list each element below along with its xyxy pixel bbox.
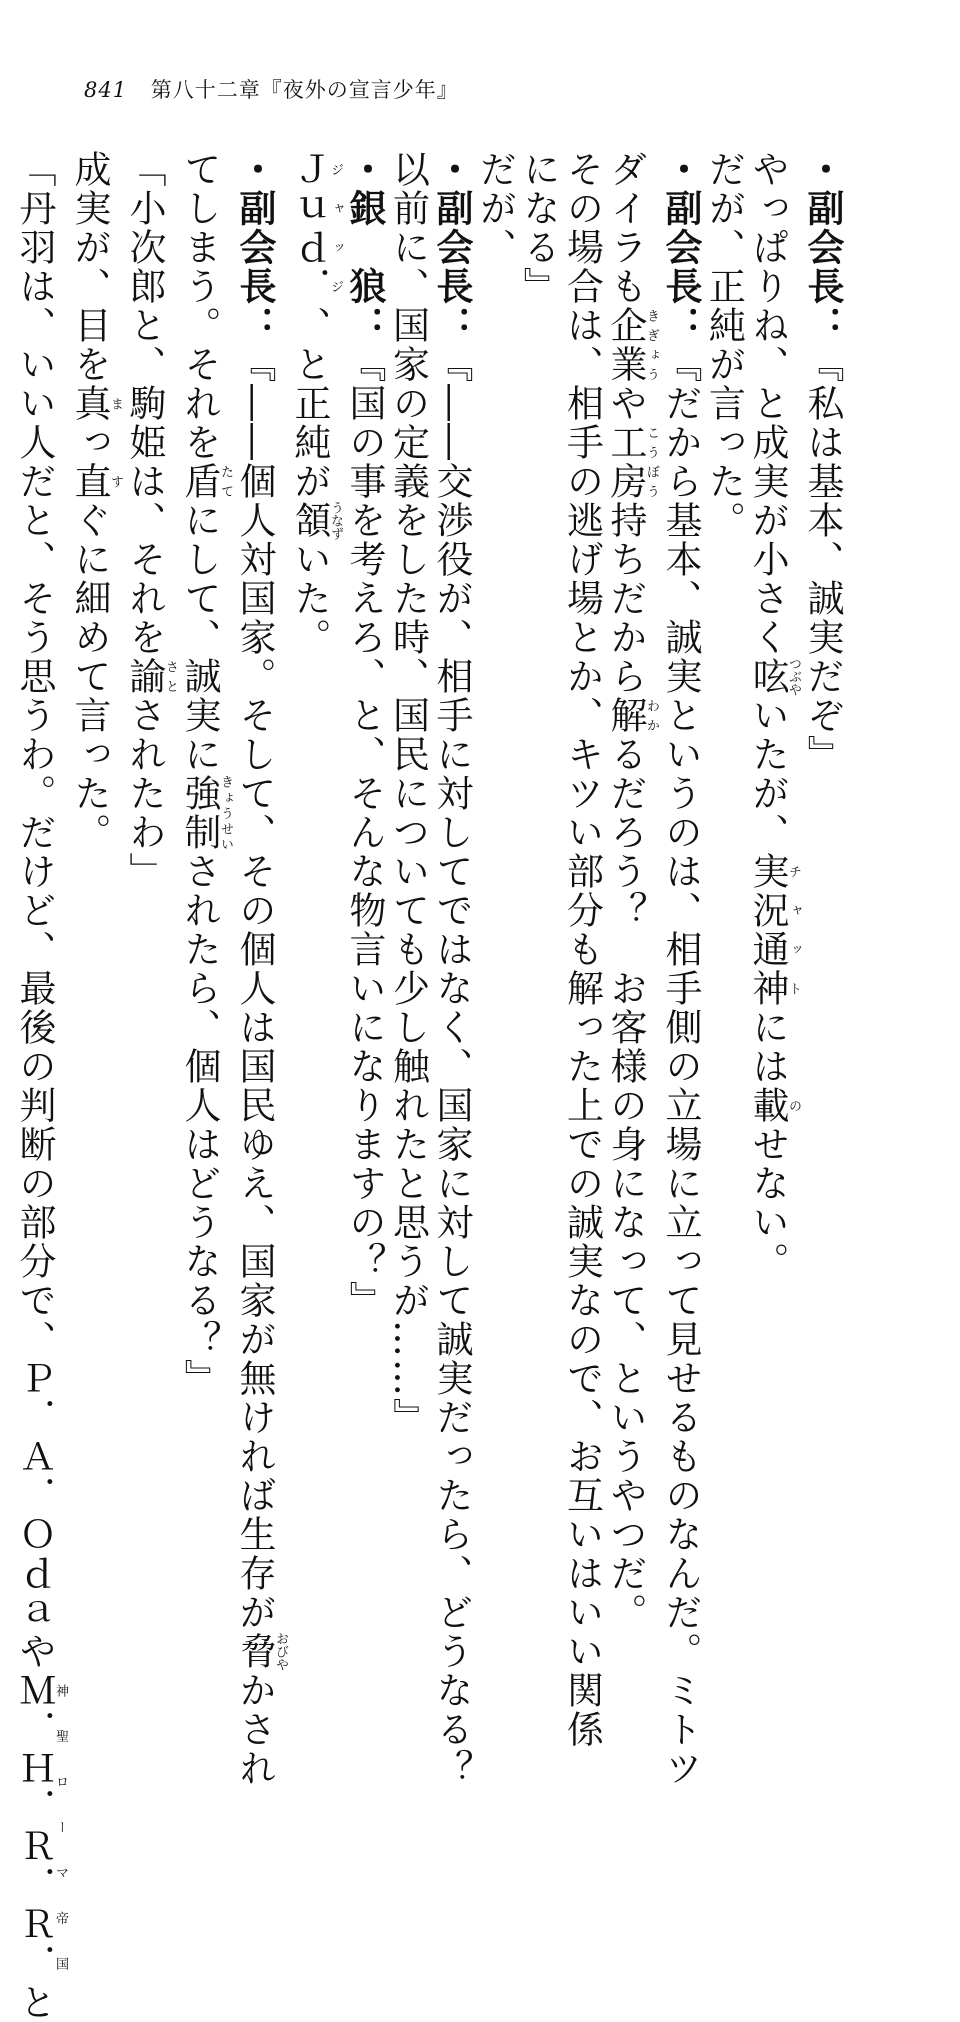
- ruby-word: [746, 1086, 801, 1125]
- ruby-word: [288, 150, 343, 306]
- ruby-base: 諭: [123, 657, 166, 696]
- ruby-word: [288, 501, 343, 540]
- speaker-label: ・副会長：: [233, 150, 276, 345]
- text-run: せない。: [746, 1125, 789, 1281]
- text-run: ダイラも: [604, 150, 647, 306]
- speaker-label: ・副会長：: [659, 150, 702, 345]
- text-line: [68, 150, 123, 1310]
- text-line: [233, 150, 288, 1788]
- text-run: やっぱりね、と成実が小さく: [746, 150, 789, 657]
- text-line: [604, 150, 659, 1632]
- ruby-word: [178, 462, 233, 501]
- text-run: るだろう？ お客様の身になって、というやつだ。: [604, 735, 647, 1632]
- text-line: [702, 150, 746, 1310]
- ruby-reading: うなず: [328, 501, 343, 540]
- text-run: 「小次郎と、駒姫は、それを: [123, 150, 166, 657]
- ruby-word: [604, 423, 659, 501]
- ruby-reading: おびや: [273, 1632, 288, 1671]
- ruby-base: 呟: [746, 657, 789, 696]
- chapter-title: 第八十二章『夜外の宣言少年』: [150, 78, 459, 102]
- text-line: [288, 150, 343, 1310]
- text-run: 『――交渉役が、相手に対してではなく、国家に対して誠実だったら、どうなる？: [430, 345, 473, 1788]
- text-run: 『私は基本、誠実だぞ』: [801, 345, 844, 774]
- ruby-reading: さと: [163, 657, 178, 696]
- text-line: [801, 150, 845, 1310]
- text-line: [343, 150, 387, 1320]
- text-line: [178, 150, 233, 1398]
- text-run: されたわ」: [123, 696, 166, 891]
- ruby-reading: こうぼう: [644, 423, 659, 501]
- text-run: だが、: [473, 150, 517, 267]
- text-line: [517, 150, 561, 1310]
- text-line: [430, 150, 474, 1788]
- ruby-word: [68, 462, 123, 501]
- text-run: 『だから基本、誠実というのは、相手側の立場に立って見せるものなんだ。ミトツ: [659, 345, 702, 1788]
- text-run: いた。: [288, 540, 331, 657]
- ruby-reading: 神聖ローマ帝国: [53, 1671, 68, 1983]
- ruby-base: 載: [746, 1086, 789, 1125]
- ruby-word: [604, 696, 659, 735]
- ruby-base: 実況通神: [746, 852, 789, 1008]
- speaker-label: ・副会長：: [801, 150, 844, 345]
- text-line: [386, 150, 430, 1437]
- ruby-base: 真: [68, 384, 111, 423]
- ruby-reading: チャット: [786, 852, 801, 1008]
- running-header: [84, 74, 459, 104]
- page-number: 841: [84, 78, 128, 102]
- text-run: その場合は、相手の逃げ場とか、キツい部分も解った上での誠実なので、お互いはいい関係: [560, 150, 604, 1749]
- text-run: だが、正純が言った。: [702, 150, 746, 540]
- speaker-label: ・副会長：: [430, 150, 473, 345]
- speaker-label: ・銀 狼：: [343, 150, 386, 345]
- text-run: 、と正純が: [288, 306, 331, 501]
- ruby-base: 工房: [604, 423, 647, 501]
- ruby-word: [233, 1632, 288, 1671]
- text-run: と: [13, 1983, 56, 2022]
- ruby-base: 強制: [178, 774, 221, 852]
- text-run: になる』: [517, 150, 560, 306]
- text-line: [659, 150, 703, 1788]
- ruby-word: [746, 852, 801, 1008]
- ruby-word: [68, 384, 123, 423]
- text-run: っ: [68, 423, 111, 462]
- ruby-word: [178, 774, 233, 852]
- ruby-base: 企業: [604, 306, 647, 384]
- text-run: されたら、個人はどうなる？』: [178, 852, 221, 1398]
- text-run: 持ちだから: [604, 501, 647, 696]
- text-run: や: [604, 384, 647, 423]
- ruby-reading: す: [108, 462, 123, 501]
- ruby-base: 解: [604, 696, 647, 735]
- ruby-reading: ジャッジ: [328, 150, 343, 306]
- text-run: 『国の事を考えろ、と、そんな物言いになりますの？』: [343, 345, 386, 1320]
- ruby-base: 脅: [233, 1632, 276, 1671]
- ruby-reading: ま: [108, 384, 123, 423]
- text-run: てしまう。それを: [178, 150, 221, 462]
- ruby-reading: きょうせい: [218, 774, 233, 852]
- ruby-base: 頷: [288, 501, 331, 540]
- text-run: には: [746, 1008, 789, 1086]
- ruby-base: 盾: [178, 462, 221, 501]
- text-line: [13, 150, 68, 2022]
- ruby-word: [604, 306, 659, 384]
- text-run: いたが、: [746, 696, 789, 852]
- text-run: 以前に、国家の定義をした時、国民についても少し触れたと思うが……』: [386, 150, 430, 1437]
- text-run: 「丹羽は、いい人だと、そう思うわ。だけど、最後の判断の部分で、Ｐ．Ａ．Ｏｄａや: [13, 150, 56, 1671]
- text-run: 『――個人対国家。そして、その個人は国民ゆえ、国家が無ければ生存が: [233, 345, 276, 1632]
- ruby-reading: わか: [644, 696, 659, 735]
- ruby-base: 直: [68, 462, 111, 501]
- ruby-word: [13, 1671, 68, 1983]
- text-line: [560, 150, 604, 1749]
- text-line: [123, 150, 178, 1310]
- ruby-base: Ｍ．Ｈ．Ｒ．Ｒ．: [13, 1671, 56, 1983]
- ruby-word: [746, 657, 801, 696]
- ruby-word: [123, 657, 178, 696]
- text-run: 成実が、目を: [68, 150, 111, 384]
- ruby-reading: きぎょう: [644, 306, 659, 384]
- text-run: ぐに細めて言った。: [68, 501, 111, 852]
- text-line: [746, 150, 801, 1310]
- body-text: [13, 150, 845, 2022]
- text-run: にして、誠実に: [178, 501, 221, 774]
- text-line: [473, 150, 517, 1310]
- ruby-reading: の: [786, 1086, 801, 1125]
- text-run: かされ: [233, 1671, 276, 1788]
- ruby-reading: たて: [218, 462, 233, 501]
- ruby-reading: つぶや: [786, 657, 801, 696]
- ruby-base: Ｊｕｄ．: [288, 150, 331, 306]
